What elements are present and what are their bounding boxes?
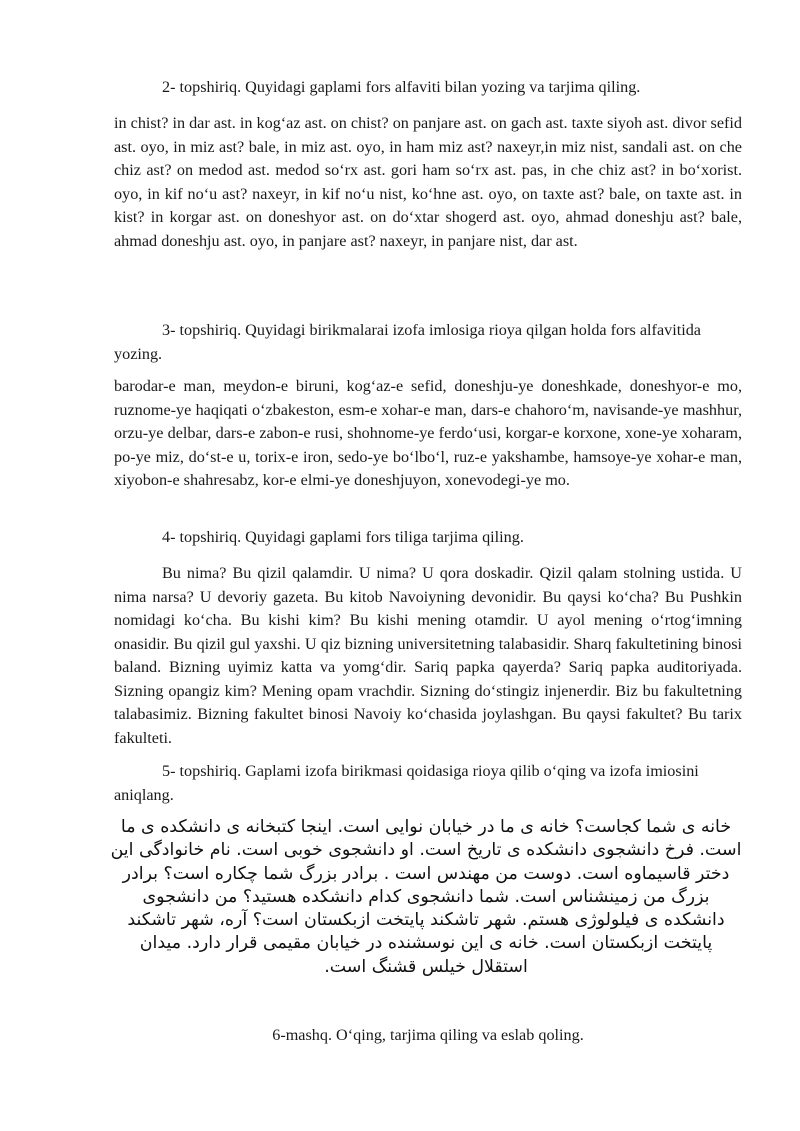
task3-text: barodar-e man, meydon-e biruni, kog‘az-e sefid, doneshju-ye doneshkade, doneshyor-e mo, ruznome-ye haqiqati o‘zbakeston, esm-e xohar-e man, dars-e chahoro‘m, navisande-ye mashhur, orzu-ye delbar, dars-e zabon-e rusi, shohnome-ye ferdo‘usi, korgar-e korxone, xone-ye xoharam, po-ye miz, do‘st-e u, torix-e iron, sedo-ye bo‘lbo‘l, ruz-e yakshambe, hamsoye-ye xohar-e man, xiyobon-e shahresabz, kor-e elmi-ye doneshjuyon, xonevodegi-ye mo. (114, 377, 742, 489)
task4-heading: 4- topshiriq. Quyidagi gaplami fors tiliga tarjima qiling. (162, 528, 524, 546)
task2-heading: 2- topshiriq. Quyidagi gaplami fors alfaviti bilan yozing va tarjima qiling. (162, 78, 641, 96)
task6-heading: 6-mashq. O‘qing, tarjima qiling va eslab qoling. (272, 1026, 584, 1044)
task4-text: Bu nima? Bu qizil qalamdir. U nima? U qora doskadir. Qizil qalam stolning ustida. U nima narsa? U devoriy gazeta. Bu kitob Navoiyning devonidir. Bu qaysi ko‘cha? Bu Pushkin nomidagi ko‘cha. Bu kishi kim? Bu kishi mening otamdir. U ayol mening o‘rtog‘imning onasidir. Bu qizil gul yaxshi. U qiz bizning universitetning talabasidir. Sharq fakultetining binosi baland. Bizning uyimiz katta va yomg‘dir. Sariq papka qayerda? Sariq papka auditoriyada. Sizning opangiz kim? Mening opam vrachdir. Sizning do‘stingiz injenerdir. Biz bu fakultetning talabasimiz. Bizning fakultet binosi Navoiy ko‘chasida joylashgan. Bu qaysi fakultet? Bu tarix fakulteti. (114, 564, 742, 747)
task5-persian-text: خانه ی شما کجاست؟ خانه ی ما در خیابان نوایی است. اینجا کتبخانه ی دانشکده ی ما است. فرخ دانشجوی دانشکده ی تاریخ است. او دانشجوی خوبی است. نام خانوادگی این دختر قاسیماوه است. دوست من مهندس است . برادر بزرگ شما چکاره است؟ برادر بزرگ من زمینشناس است. شما دانشجوی کدام دانشکده هستید؟ من دانشجوی دانشکده ی فیلولوژی هستم. شهر تاشکند پایتخت ازبکستان است؟ آره، شهر تاشکند پایتخت ازبکستان است. خانه ی این نوسشنده در خیابان مقیمی قرار دارد. میدان استقلال خیلس قشنگ است. (110, 817, 742, 977)
task3-heading: 3- topshiriq. Quyidagi birikmalarai izofa imlosiga rioya qilgan holda fors alfavitida yozing. (114, 321, 701, 363)
task5-heading: 5- topshiriq. Gaplami izofa birikmasi qoidasiga rioya qilib o‘qing va izofa imiosini aniqlang. (114, 762, 699, 804)
task2-text: in chist? in dar ast. in kog‘az ast. on chist? on panjare ast. on gach ast. taxte siyoh ast. divor sefid ast. oyo, in miz ast? bale, in miz ast. oyo, in ham miz ast? naxeyr,in miz nist, sandali ast. on che chiz ast? on medod ast. medod so‘rx ast. gori ham so‘rx ast. pas, in che chiz ast? in bo‘xorist. oyo, in kif no‘u ast? naxeyr, in kif no‘u nist, ko‘hne ast. oyo, on taxte ast? bale, on taxte ast. in kist? in korgar ast. on doneshyor ast. on do‘xtar shogerd ast. oyo, ahmad doneshju ast? bale, ahmad doneshju ast. oyo, in panjare ast? naxeyr, in panjare nist, dar ast. (114, 114, 743, 250)
